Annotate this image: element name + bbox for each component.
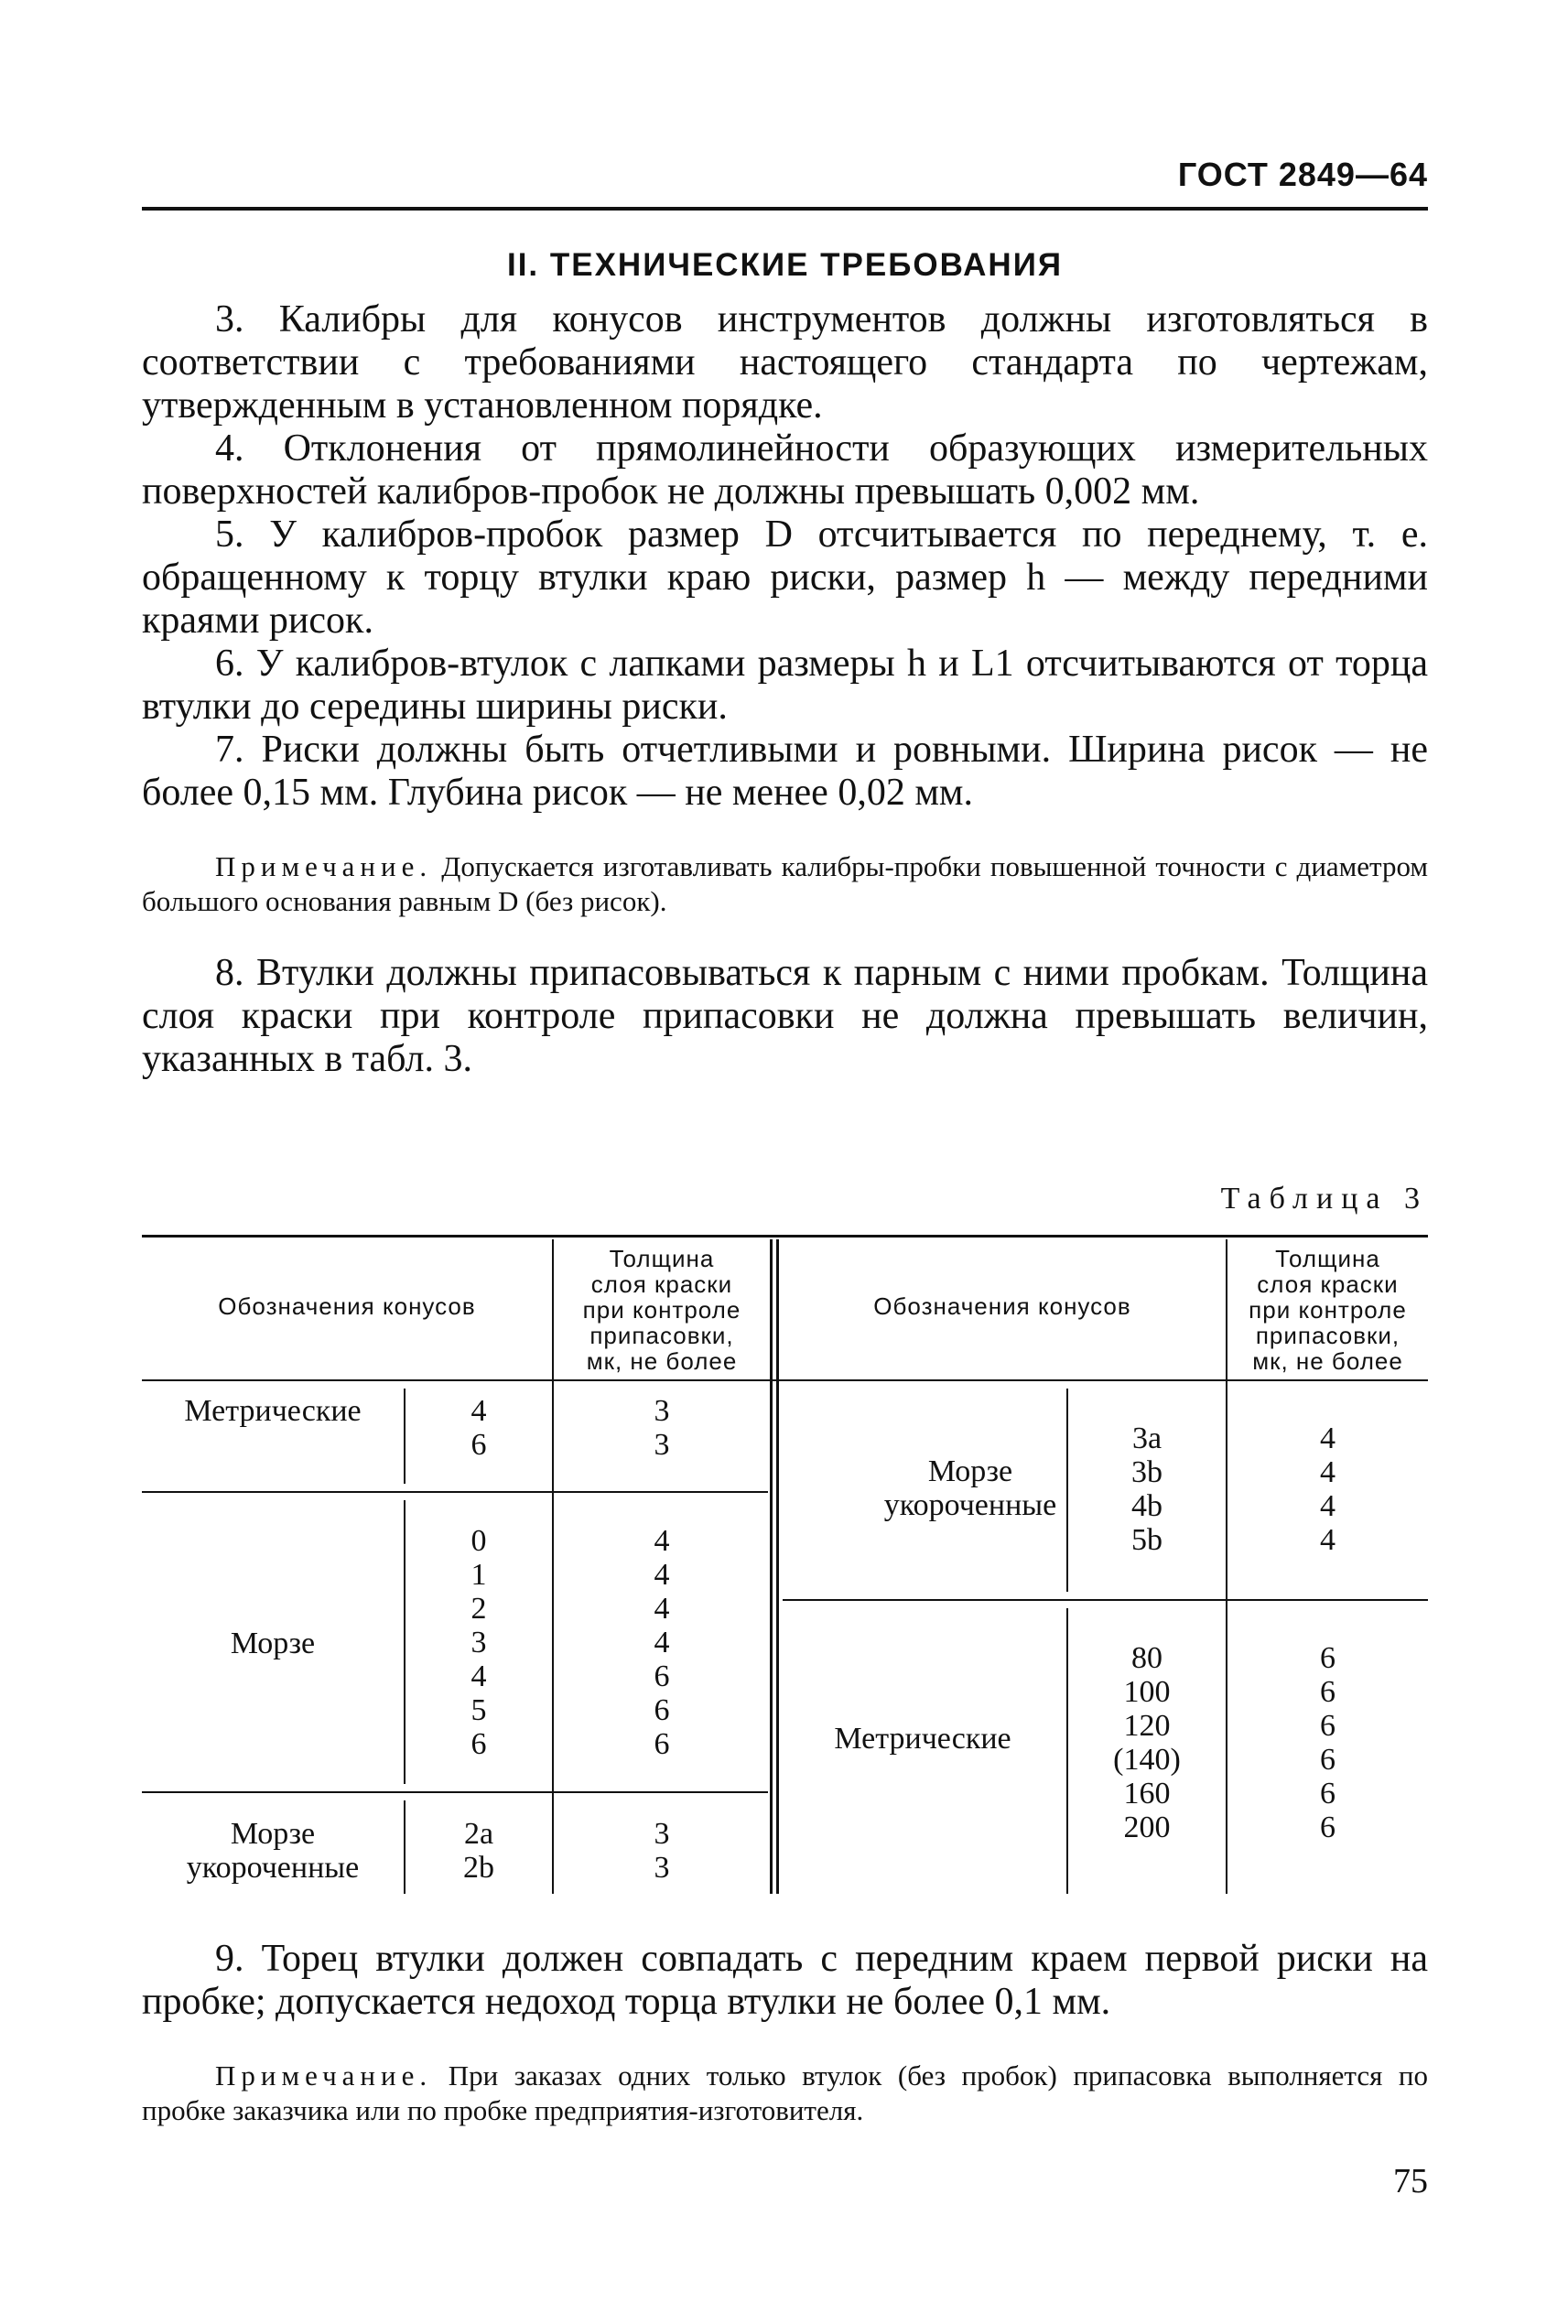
- right-sizes-morse-short: 3a 3b 4b 5b: [1131, 1421, 1162, 1557]
- paragraph-5: 5. У калибров-пробок размер D отсчитывается по переднему, т. е. обращенному к торцу втулки краю риски, размер h — между передними краями рисок.: [142, 513, 1428, 642]
- col-header-thickness-right: Толщина слоя краски при контроле припасовки, мк, не более: [1249, 1245, 1407, 1375]
- paragraph-7: 7. Риски должны быть отчетливыми и ровными. Ширина рисок — не более 0,15 мм. Глубина рисок — не менее 0,02 мм.: [142, 729, 1428, 814]
- right-group-name-morse-short: Морзе укороченные: [883, 1454, 1057, 1522]
- left-values-morse-short: 3 3: [654, 1817, 670, 1885]
- right-group-rule: [783, 1599, 1428, 1601]
- document-id-header: ГОСТ 2849—64: [1177, 156, 1428, 193]
- header-rule: [142, 207, 1428, 211]
- note-1-text: Допускается изготавливать калибры-пробки повышенной точности с диаметром большого основания равным D (без рисок).: [142, 850, 1429, 917]
- table-3: [142, 1235, 1428, 1894]
- table-top-rule: [142, 1235, 1428, 1238]
- note-1: [142, 849, 1428, 919]
- col-header-thickness-left: Толщина слоя краски при контроле припасовки, мк, не более: [582, 1245, 741, 1375]
- right-values-metric: 6 6 6 6 6 6: [1320, 1641, 1336, 1844]
- left-group-name-morse: Морзе: [230, 1627, 316, 1660]
- note-2: [142, 2059, 1428, 2128]
- paragraph-3: 3. Калибры для конусов инструментов должны изготовляться в соответствии с требованиями настоящего стандарта по чертежам, утвержденным в установленном порядке.: [142, 298, 1428, 427]
- left-sizes-morse: 0 1 2 3 4 5 6: [470, 1524, 487, 1761]
- left-sizes-metric: 4 6: [470, 1394, 487, 1462]
- right-values-morse-short: 4 4 4 4: [1320, 1421, 1336, 1557]
- left-values-morse: 4 4 4 4 6 6 6: [654, 1524, 670, 1761]
- left-group-name-metric: Метрические: [184, 1394, 362, 1428]
- paragraph-9: 9. Торец втулки должен совпадать с передним краем первой риски на пробке; допускается недоход торца втулки не более 0,1 мм.: [142, 1938, 1428, 2023]
- double-divider-b: [776, 1239, 779, 1894]
- left-group-rule-2: [142, 1791, 768, 1793]
- left-group-name-morse-short: Морзе укороченные: [186, 1817, 360, 1885]
- double-divider-a: [770, 1239, 773, 1894]
- col-header-designation-left: Обозначения конусов: [218, 1292, 476, 1320]
- note-2-label: Примечание.: [215, 2059, 433, 2092]
- left-group-rule-1: [142, 1491, 768, 1493]
- left-values-metric: 3 3: [654, 1394, 670, 1462]
- table-caption: Таблица 3: [1220, 1182, 1428, 1216]
- left-sizes-morse-short: 2a 2b: [463, 1817, 494, 1885]
- paragraph-4: 4. Отклонения от прямолинейности образующих измерительных поверхностей калибров-пробок не должны превышать 0,002 мм.: [142, 427, 1428, 513]
- page-number: 75: [1393, 2162, 1428, 2200]
- section-title: II. ТЕХНИЧЕСКИЕ ТРЕБОВАНИЯ: [506, 247, 1064, 283]
- col-header-designation-right: Обозначения конусов: [873, 1292, 1131, 1320]
- document-page: [142, 156, 1429, 2200]
- note-2-text: При заказах одних только втулок (без пробок) припасовка выполняется по пробке заказчика или по пробке предприятия-изготовителя.: [142, 2059, 1428, 2126]
- paragraph-8: 8. Втулки должны припасовываться к парным с ними пробкам. Толщина слоя краски при контроле припасовки не должна превышать величин, указанных в табл. 3.: [142, 952, 1428, 1080]
- paragraph-6: 6. У калибров-втулок с лапками размеры h и L1 отсчитываются от торца втулки до середины ширины риски.: [142, 643, 1428, 728]
- table-header-rule: [142, 1379, 1428, 1381]
- right-sizes-metric: 80 100 120 (140) 160 200: [1113, 1641, 1181, 1844]
- note-1-label: Примечание.: [215, 850, 433, 882]
- right-group-name-metric: Метрические: [834, 1722, 1011, 1756]
